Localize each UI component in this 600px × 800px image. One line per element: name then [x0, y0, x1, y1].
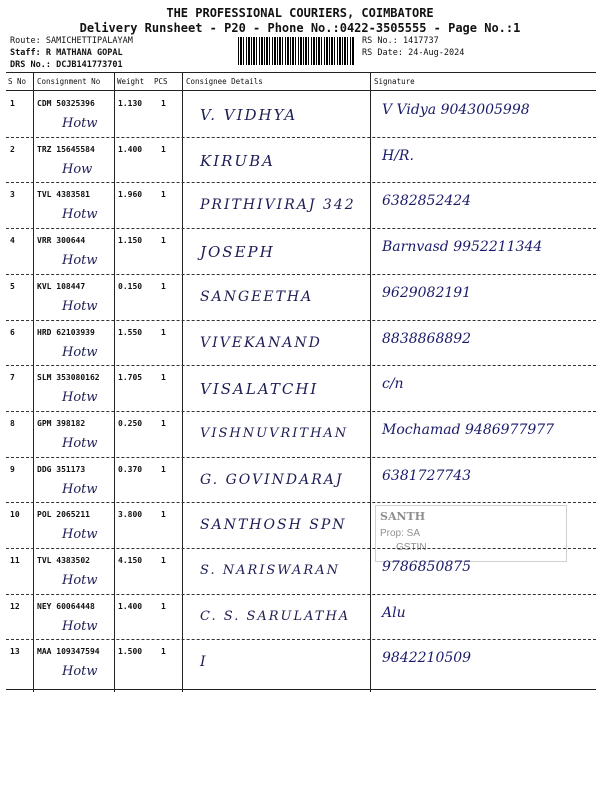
row-consignee-name: KIRUBA: [200, 151, 275, 170]
row-divider: [6, 274, 596, 275]
staff-value: R MATHANA GOPAL: [45, 48, 123, 58]
row-pcs: 1: [161, 236, 166, 246]
row-consignee-name: C. S. SARULATHA: [200, 608, 351, 624]
row-consignee-name: SANTHOSH SPN: [200, 517, 347, 534]
col-header-consignment: Consignment No: [37, 77, 101, 86]
row-sno: 4: [10, 236, 15, 246]
row-consignee-name: SANGEETHA: [200, 288, 314, 305]
col-divider: [370, 72, 371, 692]
row-weight: 0.370: [118, 464, 143, 474]
stamp-line-3: GSTIN: [396, 542, 427, 553]
row-divider: [6, 182, 596, 183]
row-pcs: 1: [161, 464, 166, 474]
row-pcs: 1: [161, 373, 166, 383]
row-pcs: 1: [161, 601, 166, 611]
row-signature: Mochamad 9486977977: [382, 421, 555, 438]
row-sno: 2: [10, 144, 15, 154]
row-consignee-name: JOSEPH: [200, 243, 275, 262]
row-delivery-mark: Hotw: [62, 253, 98, 269]
row-weight: 1.705: [118, 373, 143, 383]
row-delivery-mark: Hotw: [62, 390, 98, 406]
row-pcs: 1: [161, 190, 166, 200]
row-weight: 1.130: [118, 99, 143, 108]
row-weight: 3.800: [118, 510, 143, 520]
row-divider: [6, 411, 596, 412]
row-divider: [6, 502, 596, 503]
row-divider: [6, 639, 596, 640]
row-consignee-name: S. NARISWARAN: [200, 563, 340, 578]
row-pcs: 1: [161, 281, 166, 291]
row-divider: [6, 365, 596, 366]
table-top-border: [6, 72, 596, 73]
row-consignment: DDG 351173: [37, 464, 86, 474]
col-header-details: Consignee Details: [186, 77, 263, 86]
row-pcs: 1: [161, 418, 166, 428]
row-consignee-name: V. VIDHYA: [200, 106, 298, 124]
col-header-signature: Signature: [374, 77, 415, 86]
drs-label: DRS No.:: [10, 60, 51, 70]
row-signature: V Vidya 9043005998: [382, 102, 530, 118]
row-delivery-mark: Hotw: [62, 207, 98, 223]
row-pcs: 1: [161, 327, 166, 337]
col-divider: [182, 72, 183, 692]
stamp-line-1: SANTH: [380, 510, 426, 523]
row-weight: 0.150: [118, 281, 143, 291]
col-divider: [114, 72, 115, 692]
row-consignment: TRZ 15645584: [37, 144, 95, 154]
row-consignment: GPM 398182: [37, 418, 86, 428]
row-signature: 9629082191: [382, 284, 472, 301]
row-signature: 8838868892: [382, 330, 472, 347]
row-signature: c/n: [382, 376, 404, 393]
row-weight: 4.150: [118, 556, 143, 565]
row-delivery-mark: Hotw: [62, 527, 98, 543]
route-value: SAMICHETTIPALAYAM: [45, 36, 133, 46]
row-sno: 9: [10, 464, 15, 474]
row-signature: Alu: [382, 604, 406, 621]
row-consignee-name: VIVEKANAND: [200, 334, 322, 351]
row-signature: 9842210509: [382, 650, 472, 667]
row-consignment: VRR 300644: [37, 236, 86, 246]
row-consignment: TVL 4383502: [37, 556, 90, 565]
table-header-border: [6, 90, 596, 91]
row-consignment: TVL 4383581: [37, 190, 90, 200]
row-weight: 1.400: [118, 601, 143, 611]
barcode: [238, 37, 354, 65]
row-weight: 1.550: [118, 327, 143, 337]
row-weight: 0.250: [118, 418, 143, 428]
row-consignee-name: VISHNUVRITHAN: [200, 425, 349, 441]
drs-line: [10, 60, 123, 70]
row-pcs: 1: [161, 144, 166, 154]
row-delivery-mark: Hotw: [62, 573, 98, 588]
row-consignee-name: VISALATCHI: [200, 380, 319, 399]
row-sno: 11: [10, 556, 20, 565]
route-label: Route:: [10, 36, 41, 46]
row-consignment: NEY 60064448: [37, 601, 95, 611]
staff-label: Staff:: [10, 48, 41, 58]
row-consignment: MAA 109347594: [37, 647, 100, 657]
row-consignee-name: I: [200, 654, 208, 671]
row-weight: 1.400: [118, 144, 143, 154]
row-delivery-mark: Hotw: [62, 664, 98, 680]
rs-no-label: RS No.:: [362, 36, 398, 46]
rs-no-value: 1417737: [402, 36, 439, 46]
row-consignment: HRD 62103939: [37, 327, 95, 337]
row-pcs: 1: [161, 647, 166, 657]
row-weight: 1.960: [118, 190, 143, 200]
row-divider: [6, 594, 596, 595]
col-divider: [33, 72, 34, 692]
row-divider: [6, 457, 596, 458]
row-delivery-mark: How: [62, 161, 93, 177]
row-consignment: SLM 353080162: [37, 373, 100, 383]
row-pcs: 1: [161, 556, 166, 565]
row-delivery-mark: Hotw: [62, 481, 98, 497]
row-signature: 6381727743: [382, 467, 472, 484]
drs-value: DCJB141773701: [56, 60, 123, 70]
row-consignee-name: G. GOVINDARAJ: [200, 471, 344, 488]
row-consignment: KVL 108447: [37, 281, 86, 291]
row-pcs: 1: [161, 99, 166, 108]
row-divider: [6, 548, 596, 549]
rs-no-line: [362, 36, 439, 46]
row-consignment: CDM 50325396: [37, 99, 95, 108]
row-signature: Barnvasd 9952211344: [382, 239, 543, 256]
row-delivery-mark: Hotw: [62, 618, 98, 634]
row-consignment: POL 2065211: [37, 510, 90, 520]
rs-date-value: 24-Aug-2024: [408, 48, 465, 58]
col-header-pcs: PCS: [154, 77, 168, 86]
row-sno: 12: [10, 601, 20, 611]
row-sno: 5: [10, 281, 15, 291]
rs-date-line: [362, 48, 464, 58]
company-title: THE PROFESSIONAL COURIERS, COIMBATORE: [166, 6, 434, 20]
row-delivery-mark: Hotw: [62, 435, 98, 451]
row-sno: 13: [10, 647, 20, 657]
company-stamp: [375, 505, 567, 562]
row-sno: 3: [10, 190, 15, 200]
row-delivery-mark: Hotw: [62, 298, 98, 314]
runsheet-subtitle: Delivery Runsheet - P20 - Phone No.:0422-3505555 - Page No.:1: [79, 21, 521, 35]
row-signature: 9786850875: [382, 559, 472, 575]
row-signature: H/R.: [382, 147, 414, 164]
row-sno: 8: [10, 418, 15, 428]
row-signature: 6382852424: [382, 193, 472, 210]
row-weight: 1.150: [118, 236, 143, 246]
table-bottom-border: [6, 689, 596, 690]
row-sno: 10: [10, 510, 20, 520]
staff-line: [10, 48, 123, 58]
row-sno: 7: [10, 373, 15, 383]
row-delivery-mark: Hotw: [62, 344, 98, 360]
row-sno: 6: [10, 327, 15, 337]
row-divider: [6, 320, 596, 321]
row-weight: 1.500: [118, 647, 143, 657]
rs-date-label: RS Date:: [362, 48, 403, 58]
row-pcs: 1: [161, 510, 166, 520]
col-header-sno: S No: [8, 77, 27, 86]
row-divider: [6, 137, 596, 138]
stamp-line-2: Prop: SA: [380, 528, 421, 539]
col-header-weight: Weight: [117, 77, 145, 86]
route-line: [10, 36, 133, 46]
row-divider: [6, 228, 596, 229]
row-delivery-mark: Hotw: [62, 116, 98, 131]
row-consignee-name: PRITHIVIRAJ 342: [200, 197, 356, 214]
row-sno: 1: [10, 99, 15, 108]
